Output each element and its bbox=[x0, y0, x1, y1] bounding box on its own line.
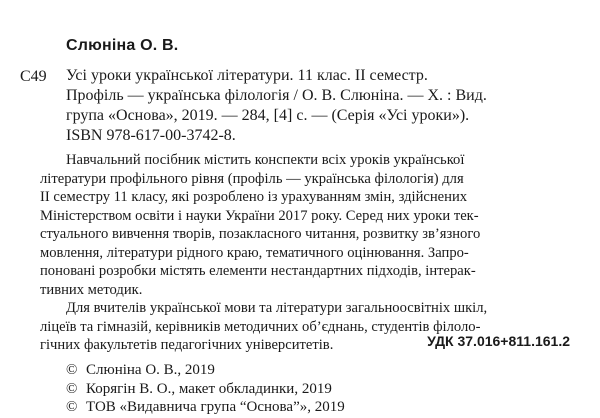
library-index-code: С49 bbox=[20, 68, 47, 85]
copyright-icon: © bbox=[66, 399, 78, 415]
biblio-line: Усі уроки української літератури. 11 клас. ІІ семестр. bbox=[66, 67, 428, 84]
copyright-row bbox=[66, 380, 345, 399]
annotation-line: Міністерством освіти і науки України 2017 року. Серед них уроки тек- bbox=[40, 207, 479, 224]
isbn-line: ISBN 978-617-00-3742-8. bbox=[66, 127, 236, 144]
bibliographic-description bbox=[66, 66, 586, 146]
annotation-line: ІІ семестру 11 класу, які розроблено із урахуванням змін, здійснених bbox=[40, 189, 468, 205]
author-heading: Слюніна О. В. bbox=[66, 37, 179, 54]
udk-code: УДК 37.016+811.161.2 bbox=[427, 333, 570, 349]
annotation-line: літератури профільного рівня (профіль — українська філологія) для bbox=[40, 170, 464, 187]
annotation-line: мовлення, літератури рідного краю, тематичного оцінювання. Запро- bbox=[40, 244, 469, 261]
annotation-line: тивних методик. bbox=[40, 281, 143, 298]
copyright-icon: © bbox=[66, 380, 78, 397]
annotation-line: поновані розробки містять елементи нестандартних підходів, інтерак- bbox=[40, 263, 476, 279]
copyright-icon: © bbox=[66, 362, 78, 378]
copyright-block bbox=[66, 361, 345, 417]
audience-line: гічних факультетів педагогічних університетів. bbox=[40, 337, 334, 353]
annotation-line: Навчальний посібник містить конспекти всіх уроків української bbox=[66, 152, 465, 168]
annotation bbox=[40, 151, 588, 355]
copyright-row bbox=[66, 398, 345, 417]
annotation-line: стуального вивчення творів, позакласного читання, розвитку зв’язного bbox=[40, 226, 481, 242]
biblio-line: Профіль — українська філологія / О. В. Слюніна. — Х. : Вид. bbox=[66, 87, 487, 104]
copyright-holder: ТОВ «Видавнича група “Основа”», 2019 bbox=[86, 399, 345, 415]
biblio-line: група «Основа», 2019. — 284, [4] с. — (Серія «Усі уроки»). bbox=[66, 107, 470, 124]
audience-line: Для вчителів української мови та літератури загальноосвітніх шкіл, bbox=[66, 300, 488, 316]
copyright-row bbox=[66, 361, 345, 380]
copyright-holder: Слюніна О. В., 2019 bbox=[86, 362, 215, 378]
copyright-holder: Корягін В. О., макет обкладинки, 2019 bbox=[86, 380, 332, 397]
audience-line: ліцеїв та гімназій, керівників методичних об’єднань, студентів філоло- bbox=[40, 318, 481, 335]
